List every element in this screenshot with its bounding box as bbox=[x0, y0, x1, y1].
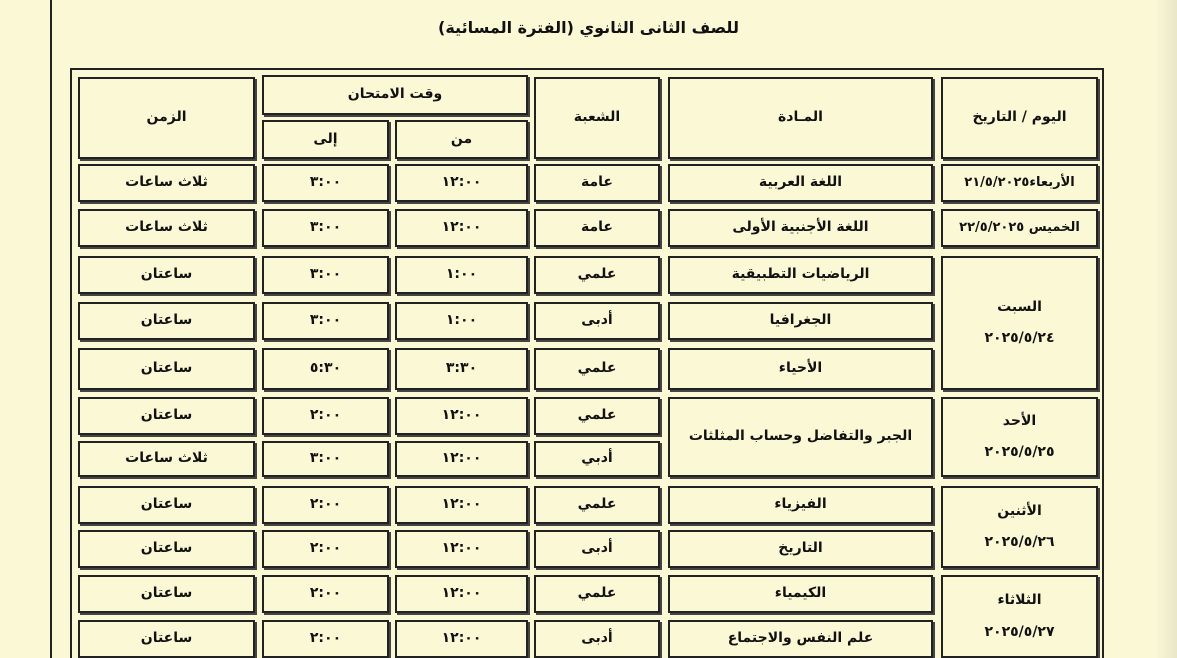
division-cell: أدبى bbox=[534, 620, 660, 658]
subject-cell: الكيمياء bbox=[668, 575, 933, 613]
header-subject: المـادة bbox=[668, 77, 933, 159]
from-time-cell: ١:٠٠ bbox=[395, 256, 528, 294]
division-cell: علمي bbox=[534, 397, 660, 435]
division-cell: علمي bbox=[534, 486, 660, 524]
duration-cell: ساعتان bbox=[78, 486, 255, 524]
division-cell: عامة bbox=[534, 209, 660, 247]
duration-cell: ساعتان bbox=[78, 530, 255, 568]
subject-cell: الجبر والتفاضل وحساب المثلثات bbox=[668, 397, 933, 477]
division-cell: علمي bbox=[534, 575, 660, 613]
subject-cell: اللغة الأجنبية الأولى bbox=[668, 209, 933, 247]
duration-cell: ساعتان bbox=[78, 397, 255, 435]
header-from: من bbox=[395, 120, 528, 159]
duration-cell: ساعتان bbox=[78, 256, 255, 294]
from-time-cell: ١:٠٠ bbox=[395, 302, 528, 340]
duration-cell: ثلاث ساعات bbox=[78, 209, 255, 247]
to-time-cell: ٢:٠٠ bbox=[262, 530, 389, 568]
from-time-cell: ١٢:٠٠ bbox=[395, 575, 528, 613]
from-time-cell: ١٢:٠٠ bbox=[395, 620, 528, 658]
header-division: الشعبة bbox=[534, 77, 660, 159]
from-time-cell: ١٢:٠٠ bbox=[395, 441, 528, 477]
division-cell: أدبي bbox=[534, 441, 660, 477]
from-time-cell: ١٢:٠٠ bbox=[395, 164, 528, 202]
from-time-cell: ١٢:٠٠ bbox=[395, 209, 528, 247]
from-time-cell: ١٢:٠٠ bbox=[395, 397, 528, 435]
day-name: الأحد bbox=[1002, 412, 1037, 429]
to-time-cell: ٣:٠٠ bbox=[262, 164, 389, 202]
header-exam-time: وقت الامتحان bbox=[262, 75, 528, 115]
day-thursday: الخميس ٢٢/٥/٢٠٢٥ bbox=[941, 209, 1098, 247]
day-date: ٢٠٢٥/٥/٢٥ bbox=[984, 444, 1055, 460]
to-time-cell: ٢:٠٠ bbox=[262, 486, 389, 524]
subject-cell: علم النفس والاجتماع bbox=[668, 620, 933, 658]
duration-cell: ثلاث ساعات bbox=[78, 164, 255, 202]
day-name: السبت bbox=[997, 298, 1042, 315]
day-wednesday: الأربعاء٢١/٥/٢٠٢٥ bbox=[941, 164, 1098, 202]
division-cell: علمي bbox=[534, 348, 660, 390]
from-time-cell: ٣:٣٠ bbox=[395, 348, 528, 390]
header-day-date: اليوم / التاريخ bbox=[941, 77, 1098, 159]
to-time-cell: ٣:٠٠ bbox=[262, 302, 389, 340]
division-cell: أدبى bbox=[534, 530, 660, 568]
header-duration: الزمن bbox=[78, 77, 255, 159]
day-date: ٢٠٢٥/٥/٢٧ bbox=[984, 623, 1055, 640]
subject-cell: الجغرافيا bbox=[668, 302, 933, 340]
to-time-cell: ٢:٠٠ bbox=[262, 397, 389, 435]
subject-cell: الرياضيات التطبيقية bbox=[668, 256, 933, 294]
division-cell: أدبى bbox=[534, 302, 660, 340]
day-sunday bbox=[941, 397, 1098, 477]
from-time-cell: ١٢:٠٠ bbox=[395, 486, 528, 524]
header-to: إلى bbox=[262, 120, 389, 159]
to-time-cell: ٥:٣٠ bbox=[262, 348, 389, 390]
subject-cell: الأحياء bbox=[668, 348, 933, 390]
day-tuesday bbox=[941, 575, 1098, 658]
to-time-cell: ٣:٠٠ bbox=[262, 441, 389, 477]
duration-cell: ساعتان bbox=[78, 348, 255, 390]
to-time-cell: ٣:٠٠ bbox=[262, 209, 389, 247]
subject-cell: التاريخ bbox=[668, 530, 933, 568]
page-margin-line bbox=[50, 0, 52, 658]
subject-cell: الفيزياء bbox=[668, 486, 933, 524]
to-time-cell: ٣:٠٠ bbox=[262, 256, 389, 294]
to-time-cell: ٢:٠٠ bbox=[262, 575, 389, 613]
subject-cell: اللغة العربية bbox=[668, 164, 933, 202]
day-name: الثلاثاء bbox=[997, 592, 1042, 608]
from-time-cell: ١٢:٠٠ bbox=[395, 530, 528, 568]
day-name: الأثنين bbox=[997, 502, 1042, 519]
page-title: للصف الثانى الثانوي (الفترة المسائية) bbox=[438, 18, 739, 37]
day-saturday bbox=[941, 256, 1098, 390]
duration-cell: ساعتان bbox=[78, 302, 255, 340]
day-date: ٢٠٢٥/٥/٢٤ bbox=[984, 330, 1055, 346]
duration-cell: ثلاث ساعات bbox=[78, 441, 255, 477]
duration-cell: ساعتان bbox=[78, 575, 255, 613]
to-time-cell: ٢:٠٠ bbox=[262, 620, 389, 658]
division-cell: عامة bbox=[534, 164, 660, 202]
day-date: ٢٠٢٥/٥/٢٦ bbox=[984, 534, 1055, 550]
page-edge-shadow bbox=[1155, 0, 1177, 658]
duration-cell: ساعتان bbox=[78, 620, 255, 658]
division-cell: علمي bbox=[534, 256, 660, 294]
day-monday bbox=[941, 486, 1098, 568]
